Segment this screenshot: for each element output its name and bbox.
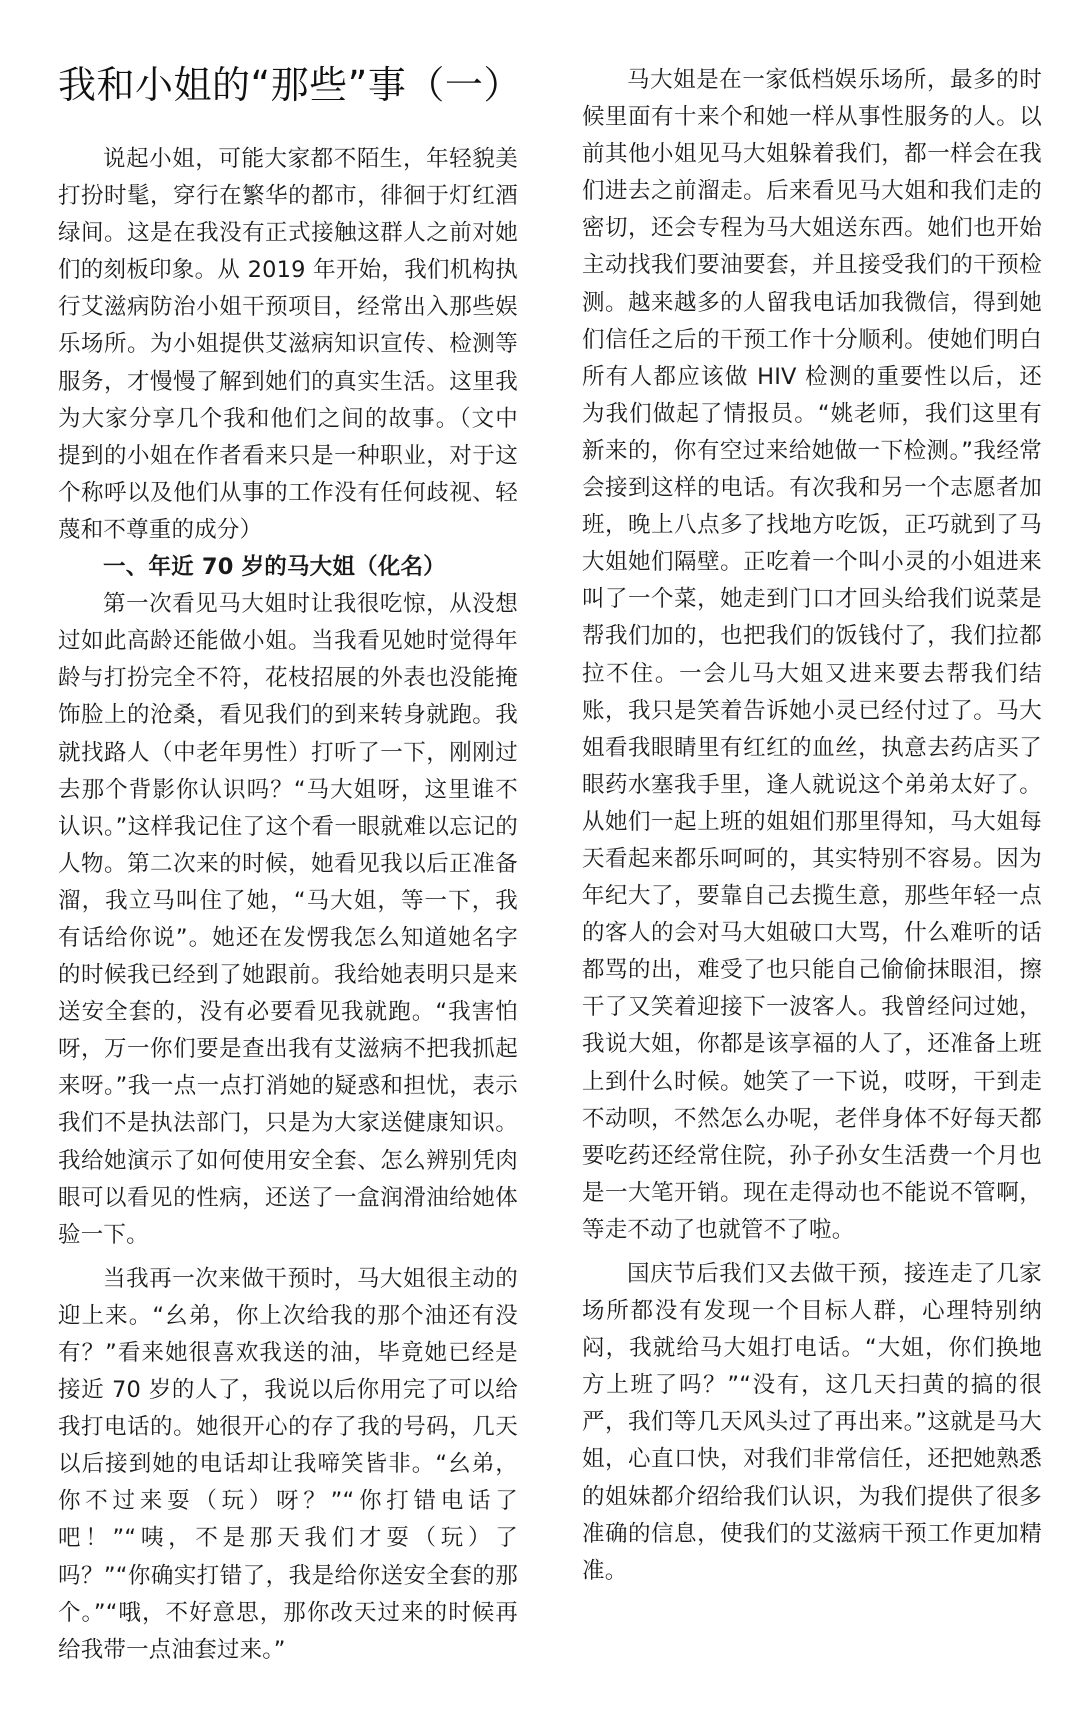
- section-heading: 一、年近 70 岁的马大姐（化名）: [103, 554, 446, 581]
- left-column: [58, 50, 522, 1669]
- first-meeting-paragraph: 第一次看见马大姐时让我很吃惊，从没想过如此高龄还能做小姐。当我看见她时觉得年龄与打扮完全不符，花枝招展的外表也没能掩饰脸上的沧桑，看见我们的到来转身就跑。我就找路人（中老年男性）打听了一下，刚刚过去那个背影你认识吗？“马大姐呀，这里谁不认识。”这样我记住了这个看一眼就难以忘记的人物。第二次来的时候，她看见我以后正准备溜，我立马叫住了她，“马大姐，等一下，我有话给你说”。她还在发愣我怎么知道她名字的时候我已经到了她跟前。我给她表明只是来送安全套的，没有必要看见我就跑。“我害怕呀，万一你们要是查出我有艾滋病不把我抓起来呀。”我一点一点打消她的疑惑和担忧，表示我们不是执法部门，只是为大家送健康知识。我给她演示了如何使用安全套、怎么辨别凭肉眼可以看见的性病，还送了一盒润滑油给她体验一下。: [58, 591, 518, 1248]
- right-column: [582, 50, 1042, 1590]
- national-day-paragraph: 国庆节后我们又去做干预，接连走了几家场所都没有发现一个目标人群，心理特别纳闷，我就给马大姐打电话。“大姐，你们换地方上班了吗？”“没有，这几天扫黄的搞的很严，我们等几天风头过了再出来。”这就是马大姐，心直口快，对我们非常信任，还把她熟悉的姐妹都介绍给我们认识，为我们提供了很多准确的信息，使我们的艾滋病干预工作更加精准。: [582, 1261, 1042, 1584]
- trust-paragraph: 马大姐是在一家低档娱乐场所，最多的时候里面有十来个和她一样从事性服务的人。以前其他小姐见马大姐躲着我们，都一样会在我们进去之前溜走。后来看见马大姐和我们走的密切，还会专程为马大姐送东西。她们也开始主动找我们要油要套，并且接受我们的干预检测。越来越多的人留我电话加我微信，得到她们信任之后的干预工作十分顺利。使她们明白所有人都应该做 HIV 检测的重要性以后，还为我们做起了情报员。“姚老师，我们这里有新来的，你有空过来给她做一下检测。”我经常会接到这样的电话。有次我和另一个志愿者加班，晚上八点多了找地方吃饭，正巧就到了马大姐她们隔壁。正吃着一个叫小灵的小姐进来叫了一个菜，她走到门口才回头给我们说菜是帮我们加的，也把我们的饭钱付了，我们拉都拉不住。一会儿马大姐又进来要去帮我们结账，我只是笑着告诉她小灵已经付过了。马大姐看我眼睛里有红红的血丝，执意去药店买了眼药水塞我手里，逢人就说这个弟弟太好了。从她们一起上班的姐姐们那里得知，马大姐每天看起来都乐呵呵的，其实特别不容易。因为年纪大了，要靠自己去揽生意，那些年轻一点的客人的会对马大姐破口大骂，什么难听的话都骂的出，难受了也只能自己偷偷抹眼泪，擦干了又笑着迎接下一波客人。我曾经问过她，我说大姐，你都是该享福的人了，还准备上班上到什么时候。她笑了一下说，哎呀，干到走不动呗，不然怎么办呢，老伴身体不好每天都要吃药还经常住院，孙子孙女生活费一个月也是一大笔开销。现在走得动也不能说不管啊，等走不动了也就管不了啦。: [582, 67, 1042, 1243]
- phone-call-paragraph: 当我再一次来做干预时，马大姐很主动的迎上来。“幺弟，你上次给我的那个油还有没有？”看来她很喜欢我送的油，毕竟她已经是接近 70 岁的人了，我说以后你用完了可以给我打电话的。她很开心的存了我的号码，几天以后接到她的电话却让我啼笑皆非。“幺弟，你不过来耍（玩）呀？”“你打错电话了吧！”“咦，不是那天我们才耍（玩）了吗？”“你确实打错了，我是给你送安全套的那个。”“哦，不好意思，那你改天过来的时候再给我带一点油套过来。”: [58, 1265, 518, 1663]
- intro-paragraph: 说起小姐，可能大家都不陌生，年轻貌美打扮时髦，穿行在繁华的都市，徘徊于灯红酒绿间。这是在我没有正式接触这群人之前对她们的刻板印象。从 2019 年开始，我们机构执行艾滋病防治小姐干预项目，经常出入那些娱乐场所。为小姐提供艾滋病知识宣传、检测等服务，才慢慢了解到她们的真实生活。这里我为大家分享几个我和他们之间的故事。（文中提到的小姐在作者看来只是一种职业，对于这个称呼以及他们从事的工作没有任何歧视、轻蔑和不尊重的成分）: [58, 146, 518, 543]
- article-title: 我和小姐的“那些”事（一）: [58, 63, 522, 107]
